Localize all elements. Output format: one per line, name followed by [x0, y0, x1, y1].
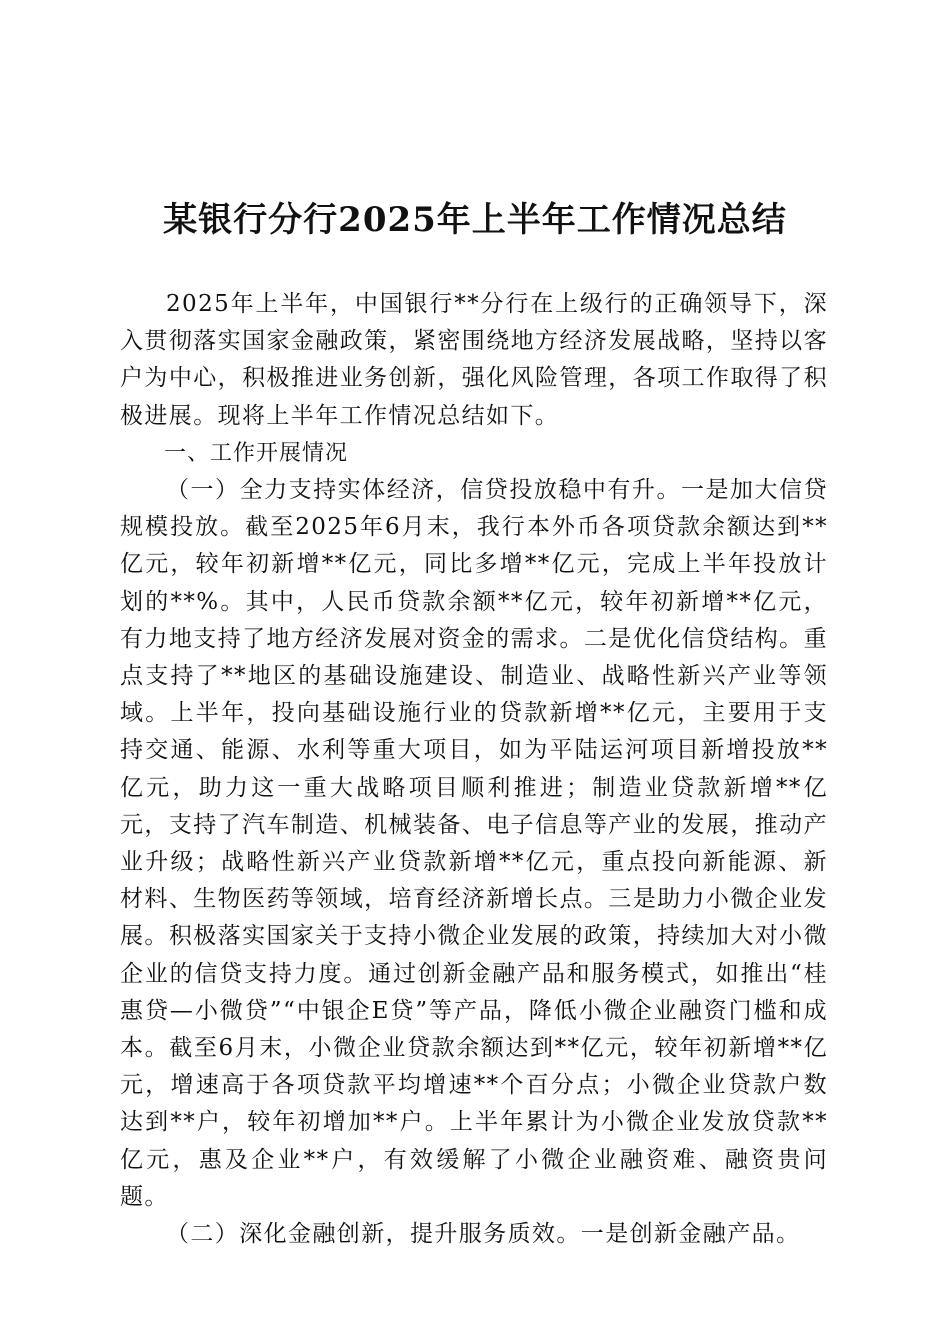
intro-paragraph: 2025年上半年，中国银行**分行在上级行的正确领导下，深入贯彻落实国家金融政策，紧密围绕地方经济发展战略，坚持以客户为中心，积极推进业务创新，强化风险管理，各项工作取得了积极进展。现将上半年工作情况总结如下。	[120, 291, 828, 429]
document-title: 某银行分行2025年上半年工作情况总结	[163, 200, 787, 240]
subsection-support-real-economy: （一）全力支持实体经济，信贷投放稳中有升。一是加大信贷规模投放。截至2025年6月末，我行本外币各项贷款余额达到**亿元，较年初新增**亿元，同比多增**亿元，完成上半年投放计划的**%。其中，人民币贷款余额**亿元，较年初新增**亿元，有力地支持了地方经济发展对资金的需求。二是优化信贷结构。重点支持了**地区的基础设施建设、制造业、战略性新兴产业等领域。上半年，投向基础设施行业的贷款新增**亿元，主要用于支持交通、能源、水利等重大项目，如为平陆运河项目新增投放**亿元，助力这一重大战略项目顺利推进；制造业贷款新增**亿元，支持了汽车制造、机械装备、电子信息等产业的发展，推动产业升级；战略性新兴产业贷款新增**亿元，重点投向新能源、新材料、生物医药等领域，培育经济新增长点。三是助力小微企业发展。积极落实国家关于支持小微企业发展的政策，持续加大对小微企业的信贷支持力度。通过创新金融产品和服务模式，如推出“桂惠贷—小微贷”“中银企E贷”等产品，降低小微企业融资门槛和成本。截至6月末，小微企业贷款余额达到**亿元，较年初新增**亿元，增速高于各项贷款平均增速**个百分点；小微企业贷款户数达到**户，较年初增加**户。上半年累计为小微企业发放贷款**亿元，惠及企业**户，有效缓解了小微企业融资难、融资贵问题。	[120, 477, 828, 1210]
subsection-financial-innovation: （二）深化金融创新，提升服务质效。一是创新金融产品。	[166, 1221, 801, 1248]
document-body	[120, 286, 828, 1253]
section-heading-work-progress: 一、工作开展情况	[164, 440, 349, 466]
